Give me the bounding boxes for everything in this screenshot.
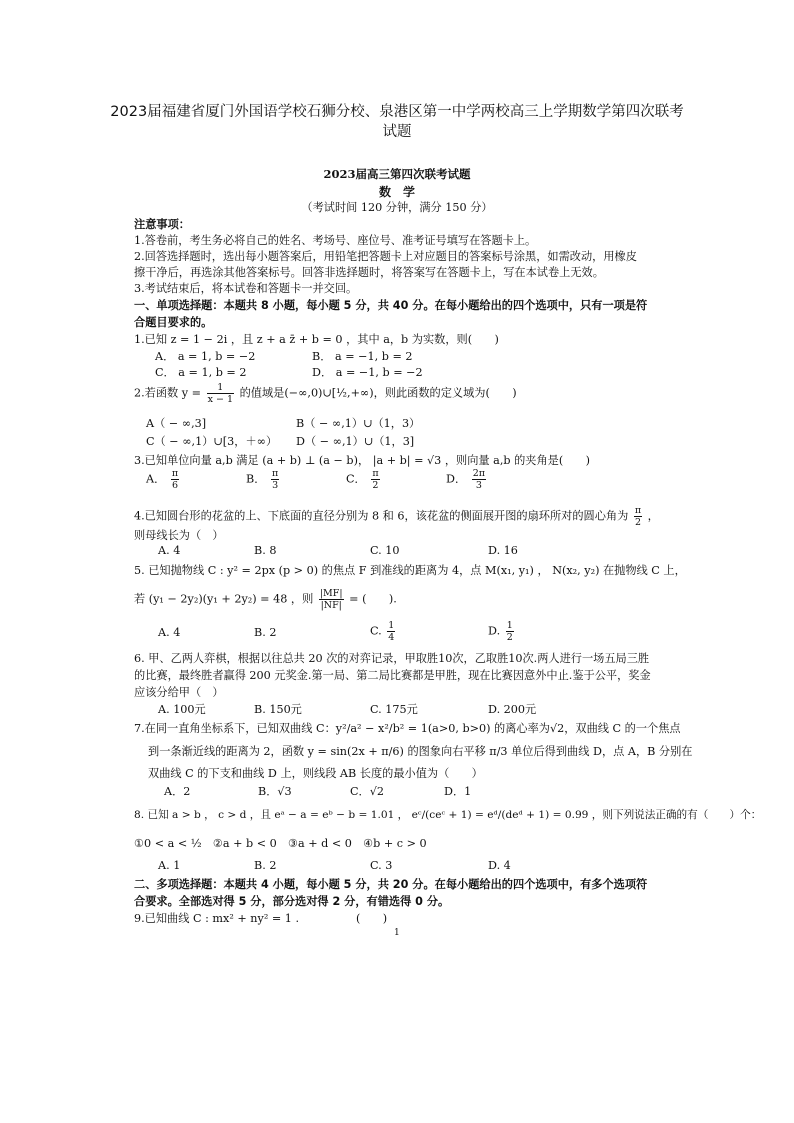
q2-option-d: D（ − ∞,1）∪（1，3] xyxy=(296,435,415,448)
q3-option-label: C． xyxy=(346,472,366,486)
q1-option-b: B． a = −1, b = 2 xyxy=(312,350,413,363)
q8-option-d: D. 4 xyxy=(488,859,511,872)
q3-option-b xyxy=(246,468,281,491)
q6-option-c: C. 175元 xyxy=(370,703,418,716)
q4-stem-tail: ， xyxy=(647,509,659,523)
question-8-line1: 8. 已知 a > b ， c > d ，且 eᵃ − a = eᵇ − b = 1.01 ， eᶜ/(ceᶜ + 1) = eᵈ/(deᵈ + 1) = 0.99 ，则下列说法正确的有（ ）个： xyxy=(134,809,762,821)
question-6-line: 6. 甲、乙两人弈棋，根据以往总共 20 次的对弈记录，甲取胜10次，乙取胜10次.两人进行一场五局三胜 xyxy=(134,652,650,665)
q2-option-c: C（ − ∞,1）∪[3，＋∞） xyxy=(146,435,278,448)
question-8-line2: ①0 < a < ½ ②a + b < 0 ③a + d < 0 ④b + c > 0 xyxy=(134,837,427,850)
frac-den: |NF| xyxy=(320,600,342,611)
q8-option-a: A. 1 xyxy=(158,859,181,872)
question-5-stem: 5. 已知抛物线 C : y² = 2px (p > 0) 的焦点 F 到准线的距离为 4，点 M(x₁, y₁) ， N(x₂, y₂) 在抛物线 C 上， xyxy=(134,564,686,577)
section-heading: 二、多项选择题：本题共 4 小题，每小题 5 分，共 20 分。在每小题给出的四个选项中，有多个选项符 xyxy=(134,878,648,891)
question-7-line2: 到一条渐近线的距离为 2，函数 y = sin(2x + π/6) 的图象向右平移 π/3 单位后得到曲线 D，点 A，B 分别在 xyxy=(148,745,693,758)
frac-den: 3 xyxy=(475,480,482,491)
section-heading: 合要求。全部选对得 5 分，部分选对得 2 分，有错选得 0 分。 xyxy=(134,895,450,908)
question-1-stem: 1.已知 z = 1 − 2i ，且 z + a z̄ + b = 0 ，其中 a，b 为实数，则( ) xyxy=(134,333,499,346)
notice-line: 3.考试结束后，将本试卷和答题卡一并交回。 xyxy=(134,282,358,295)
frac-den: 4 xyxy=(388,632,395,643)
question-7-line1: 7.在同一直角坐标系下，已知双曲线 C：y²/a² − x²/b² = 1(a>0, b>0) 的离心率为√2，双曲线 C 的一个焦点 xyxy=(134,722,681,735)
q4-stem-text: 4.已知圆台形的花盆的上、下底面的直径分别为 8 和 6，该花盆的侧面展开图的扇环所对的圆心角为 xyxy=(134,509,629,523)
q3-option-a-value xyxy=(171,468,179,491)
question-3-stem: 3.已知单位向量 a,b 满足 (a + b) ⊥ (a − b)， |a + b| = √3 ，则向量 a,b 的夹角是( ) xyxy=(134,454,590,467)
question-2-stem xyxy=(134,382,517,405)
frac-num: |MF| xyxy=(319,588,343,599)
question-9-answer-blank: ( ) xyxy=(356,912,388,925)
question-6-line: 应该分给甲（ ） xyxy=(134,686,224,699)
frac-num: 2π xyxy=(472,468,486,479)
q2-option-b: B（ − ∞,1）∪（1，3） xyxy=(296,417,421,430)
notice-title: 注意事项： xyxy=(134,218,190,231)
q5-line2-post: = ( ). xyxy=(349,592,397,606)
q7-option-a: A．2 xyxy=(164,785,191,798)
q3-option-a xyxy=(146,468,181,491)
section-heading: 一、单项选择题：本题共 8 小题，每小题 5 分，共 40 分。在每小题给出的四个选项中，只有一项是符 xyxy=(134,299,648,312)
q5-option-b: B. 2 xyxy=(254,626,277,639)
q4-option-d: D. 16 xyxy=(488,544,518,557)
frac-num: π xyxy=(271,468,279,479)
q4-option-b: B. 8 xyxy=(254,544,277,557)
q5-option-c-value xyxy=(387,620,395,643)
frac-den: 2 xyxy=(506,632,513,643)
notice-line: 擦干净后，再选涂其他答案标号。回答非选择题时，将答案写在答题卡上，写在本试卷上无效。 xyxy=(134,266,604,279)
question-5-line2 xyxy=(134,588,397,611)
q5-option-label: C. xyxy=(370,624,382,638)
q5-option-label: D. xyxy=(488,624,501,638)
question-4-line2: 则母线长为（ ） xyxy=(134,529,224,542)
frac-num: π xyxy=(171,468,179,479)
q8-option-c: C. 3 xyxy=(370,859,393,872)
question-6-line: 的比赛，最终胜者赢得 200 元奖金.第一局、第二局比赛都是甲胜，现在比赛因意外中止.鉴于公平，奖金 xyxy=(134,669,651,682)
frac-num: π xyxy=(634,505,642,516)
page-number: 1 xyxy=(394,928,400,938)
q1-option-c: C． a = 1, b = 2 xyxy=(155,366,247,379)
q5-ratio xyxy=(319,588,344,611)
frac-num: π xyxy=(372,468,379,479)
q3-option-label: B． xyxy=(246,472,266,486)
q4-option-a: A. 4 xyxy=(158,544,181,557)
q5-line2-pre: 若 (y₁ − 2y₂)(y₁ + 2y₂) = 48 ，则 xyxy=(134,592,314,606)
q8-option-b: B. 2 xyxy=(254,859,277,872)
q6-option-d: D. 200元 xyxy=(488,703,537,716)
q4-angle xyxy=(634,505,642,528)
q4-option-c: C. 10 xyxy=(370,544,400,557)
subject-title: 数 学 xyxy=(378,185,415,199)
document-title-line1: 2023届福建省厦门外国语学校石狮分校、泉港区第一中学两校高三上学期数学第四次联考 xyxy=(110,104,684,120)
q6-option-a: A. 100元 xyxy=(158,703,206,716)
q6-option-b: B. 150元 xyxy=(254,703,302,716)
notice-line: 2.回答选择题时，选出每小题答案后，用铅笔把答题卡上对应题目的答案标号涂黑，如需改动，用橡皮 xyxy=(134,250,637,263)
q2-stem-pre: 2.若函数 y = xyxy=(134,386,202,400)
q7-option-c: C．√2 xyxy=(350,785,384,798)
q3-option-label: D． xyxy=(446,472,467,486)
frac-den: 3 xyxy=(272,480,279,491)
question-7-line3: 双曲线 C 的下支和曲线 D 上，则线段 AB 长度的最小值为（ ） xyxy=(148,767,483,780)
q2-fraction xyxy=(207,382,234,405)
frac-den: 2 xyxy=(634,517,641,528)
question-4-stem xyxy=(134,505,659,528)
exam-title: 2023届高三第四次联考试题 xyxy=(323,167,471,181)
q5-option-d xyxy=(488,620,516,643)
q3-option-d-value xyxy=(472,468,486,491)
q5-option-a: A. 4 xyxy=(158,626,181,639)
question-9-stem: 9.已知曲线 C : mx² + ny² = 1 . xyxy=(134,912,300,925)
q2-frac-den: x − 1 xyxy=(207,394,234,405)
section-heading: 合题目要求的。 xyxy=(134,316,213,329)
q1-option-d: D． a = −1, b = −2 xyxy=(312,366,423,379)
q5-option-c xyxy=(370,620,397,643)
q1-option-a: A． a = 1, b = −2 xyxy=(155,350,256,363)
q2-frac-num: 1 xyxy=(207,382,234,394)
q2-option-a: A（ − ∞,3] xyxy=(146,417,207,430)
q7-option-d: D．1 xyxy=(444,785,472,798)
q3-option-c xyxy=(346,468,382,491)
q3-option-b-value xyxy=(271,468,279,491)
q2-stem-post: 的值域是(−∞,0)∪[½,+∞)，则此函数的定义域为( ) xyxy=(239,386,517,400)
exam-info: （考试时间 120 分钟，满分 150 分） xyxy=(301,201,493,214)
document-title-line2: 试题 xyxy=(382,124,412,140)
q5-option-d-value xyxy=(506,620,514,643)
q7-option-b: B．√3 xyxy=(258,785,292,798)
frac-den: 6 xyxy=(171,480,178,491)
frac-den: 2 xyxy=(372,480,379,491)
q3-option-d xyxy=(446,468,488,491)
q3-option-c-value xyxy=(371,468,379,491)
frac-num: 1 xyxy=(388,620,395,631)
notice-line: 1.答卷前，考生务必将自己的姓名、考场号、座位号、准考证号填写在答题卡上。 xyxy=(134,234,537,247)
q3-option-label: A． xyxy=(146,472,166,486)
frac-num: 1 xyxy=(506,620,513,631)
